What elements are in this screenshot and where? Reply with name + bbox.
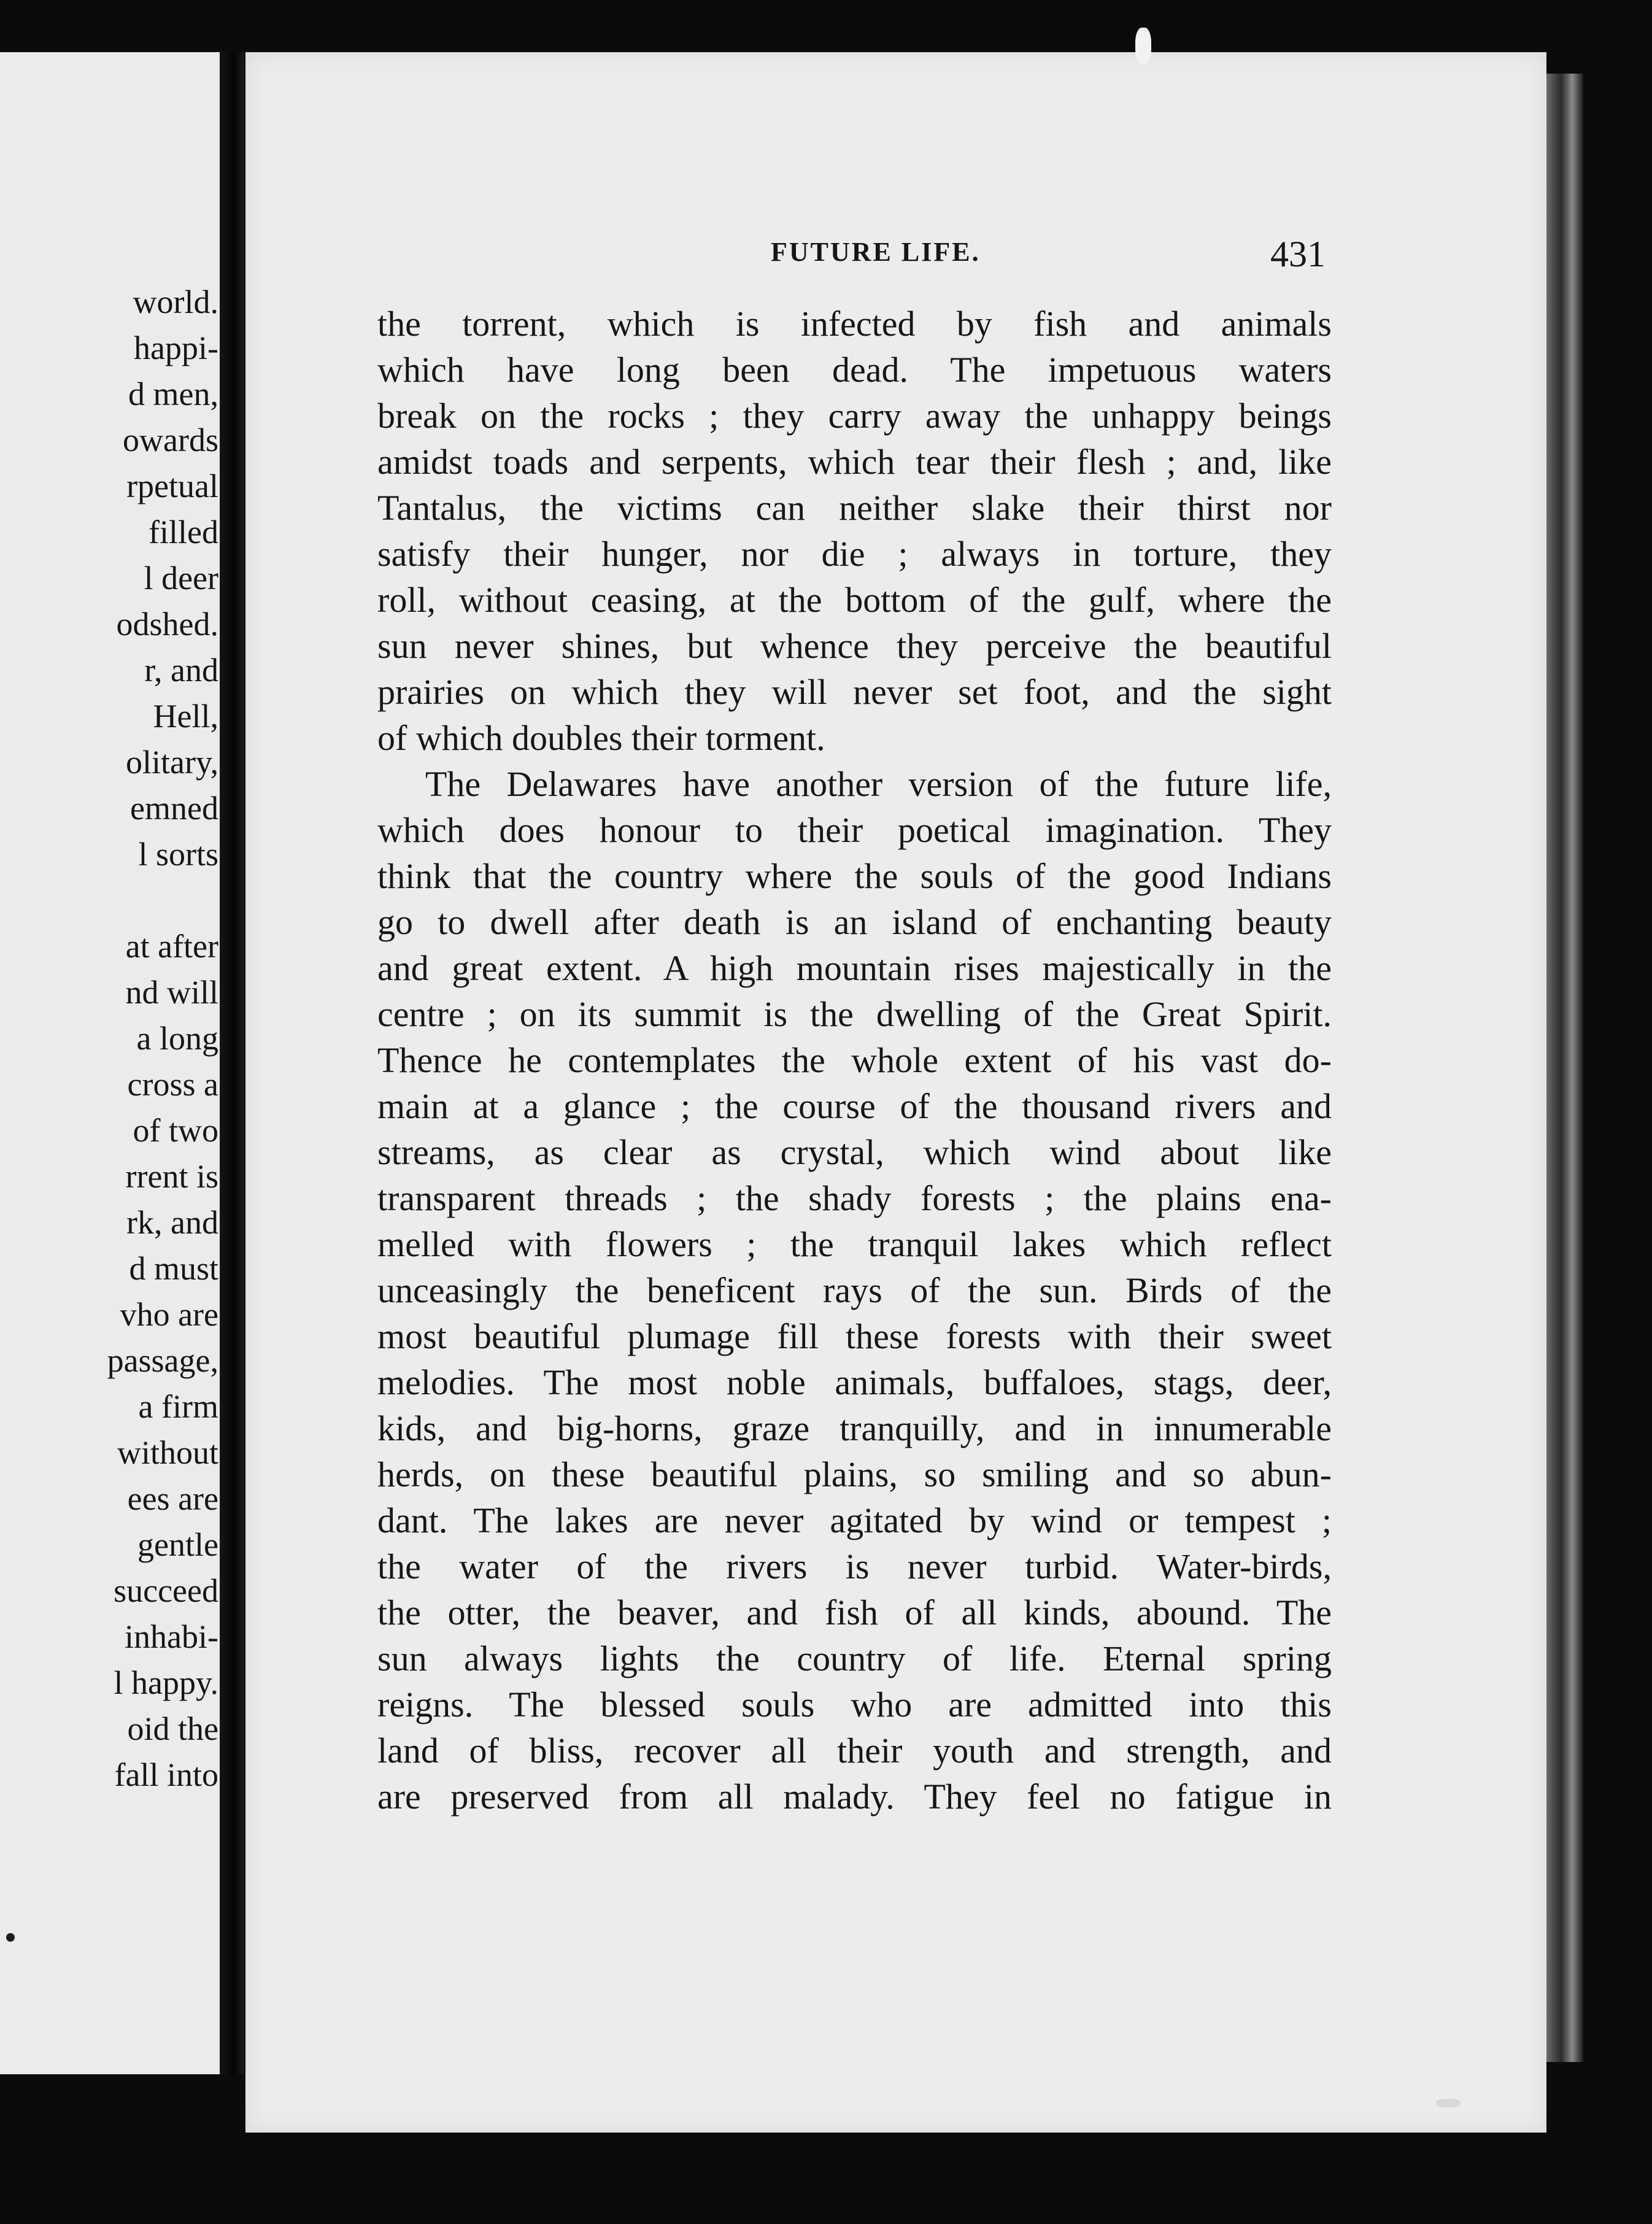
scan-speck <box>1135 28 1151 64</box>
text-line: Tantalus, the victims can neither slake their thirst nor <box>377 488 1332 528</box>
left-page-line: l sorts <box>138 836 218 873</box>
left-page-line: Hell, <box>153 698 218 735</box>
text-line: sun never shines, but whence they perceive the beautiful <box>377 626 1332 666</box>
text-line: amidst toads and serpents, which tear their flesh ; and, like <box>377 442 1332 482</box>
text-line: centre ; on its summit is the dwelling of the Great Spirit. <box>377 994 1332 1034</box>
text-line: dant. The lakes are never agitated by wind or tempest ; <box>377 1500 1332 1540</box>
left-facing-page <box>0 52 220 2074</box>
left-page-line: succeed <box>114 1572 218 1609</box>
text-line: prairies on which they will never set foot, and the sight <box>377 672 1332 712</box>
left-page-line: oid the <box>127 1710 218 1747</box>
scan-speck <box>1436 2099 1461 2107</box>
text-line: the water of the rivers is never turbid. Water-birds, <box>377 1546 1332 1586</box>
left-page-line: inhabi- <box>125 1618 218 1655</box>
left-page-line: owards <box>123 422 218 458</box>
running-head: FUTURE LIFE. <box>771 237 981 267</box>
text-line: go to dwell after death is an island of enchanting beauty <box>377 902 1332 942</box>
text-line: the otter, the beaver, and fish of all kinds, abound. The <box>377 1593 1332 1632</box>
left-page-line: olitary, <box>126 744 218 781</box>
text-line: streams, as clear as crystal, which wind about like <box>377 1132 1332 1172</box>
left-page-line: ees are <box>127 1480 218 1517</box>
page-number: 431 <box>1270 234 1326 274</box>
text-line: break on the rocks ; they carry away the unhappy beings <box>377 396 1332 436</box>
text-line: satisfy their hunger, nor die ; always in torture, they <box>377 534 1332 574</box>
ink-dot <box>6 1933 15 1942</box>
left-page-line: d men, <box>128 376 218 412</box>
left-page-line: happi- <box>134 330 218 366</box>
text-line: melodies. The most noble animals, buffaloes, stags, deer, <box>377 1362 1332 1402</box>
text-line: are preserved from all malady. They feel no fatigue in <box>377 1777 1332 1817</box>
text-line: herds, on these beautiful plains, so smiling and so abun- <box>377 1454 1332 1494</box>
left-page-line: emned <box>130 790 218 827</box>
left-page-line: rk, and <box>126 1204 218 1241</box>
left-page-line: gentle <box>137 1526 218 1563</box>
left-page-line: r, and <box>144 652 218 689</box>
left-page-line: fall into <box>114 1756 218 1793</box>
book-gutter <box>220 52 244 2074</box>
text-line: roll, without ceasing, at the bottom of the gulf, where the <box>377 580 1332 620</box>
left-page-line: rpetual <box>126 468 218 504</box>
text-line: melled with flowers ; the tranquil lakes which reflect <box>377 1224 1332 1264</box>
left-page-line: passage, <box>107 1342 218 1379</box>
text-line: The Delawares have another version of the future life, <box>425 764 1332 804</box>
left-page-line: odshed. <box>116 606 218 643</box>
text-line: main at a glance ; the course of the thousand rivers and <box>377 1086 1332 1126</box>
body-text <box>377 301 1332 1820</box>
left-page-line: rrent is <box>125 1158 218 1195</box>
left-page-line: at after <box>125 928 218 965</box>
text-line: most beautiful plumage fill these forests with their sweet <box>377 1316 1332 1356</box>
left-page-line: of two <box>133 1112 218 1149</box>
text-line: Thence he contemplates the whole extent of his vast do- <box>377 1040 1332 1080</box>
left-page-line: l deer <box>144 560 218 597</box>
text-line: sun always lights the country of life. Eternal spring <box>377 1639 1332 1678</box>
left-page-text <box>0 52 218 2074</box>
left-page-line: vho are <box>120 1296 218 1333</box>
text-line: the torrent, which is infected by fish and animals <box>377 304 1332 344</box>
text-line: and great extent. A high mountain rises majestically in the <box>377 948 1332 988</box>
page-edge <box>1546 74 1583 2062</box>
left-page-line: l happy. <box>114 1664 218 1701</box>
text-line: land of bliss, recover all their youth and strength, and <box>377 1731 1332 1770</box>
text-line: which have long been dead. The impetuous waters <box>377 350 1332 390</box>
left-page-line: world. <box>133 284 218 320</box>
left-page-line: filled <box>149 514 218 550</box>
left-page-line: d must <box>129 1250 218 1287</box>
text-line: kids, and big-horns, graze tranquilly, and in innumerable <box>377 1408 1332 1448</box>
text-line: reigns. The blessed souls who are admitted into this <box>377 1685 1332 1724</box>
left-page-line: a long <box>136 1020 218 1057</box>
text-line: transparent threads ; the shady forests ; the plains ena- <box>377 1178 1332 1218</box>
text-line: think that the country where the souls of the good Indians <box>377 856 1332 896</box>
text-line: of which doubles their torment. <box>377 718 825 758</box>
text-line: unceasingly the beneficent rays of the sun. Birds of the <box>377 1270 1332 1310</box>
text-line: which does honour to their poetical imagination. They <box>377 810 1332 850</box>
left-page-line: nd will <box>125 974 218 1011</box>
left-page-line: a firm <box>138 1388 218 1425</box>
left-page-line: without <box>117 1434 218 1471</box>
left-page-line: cross a <box>127 1066 218 1103</box>
